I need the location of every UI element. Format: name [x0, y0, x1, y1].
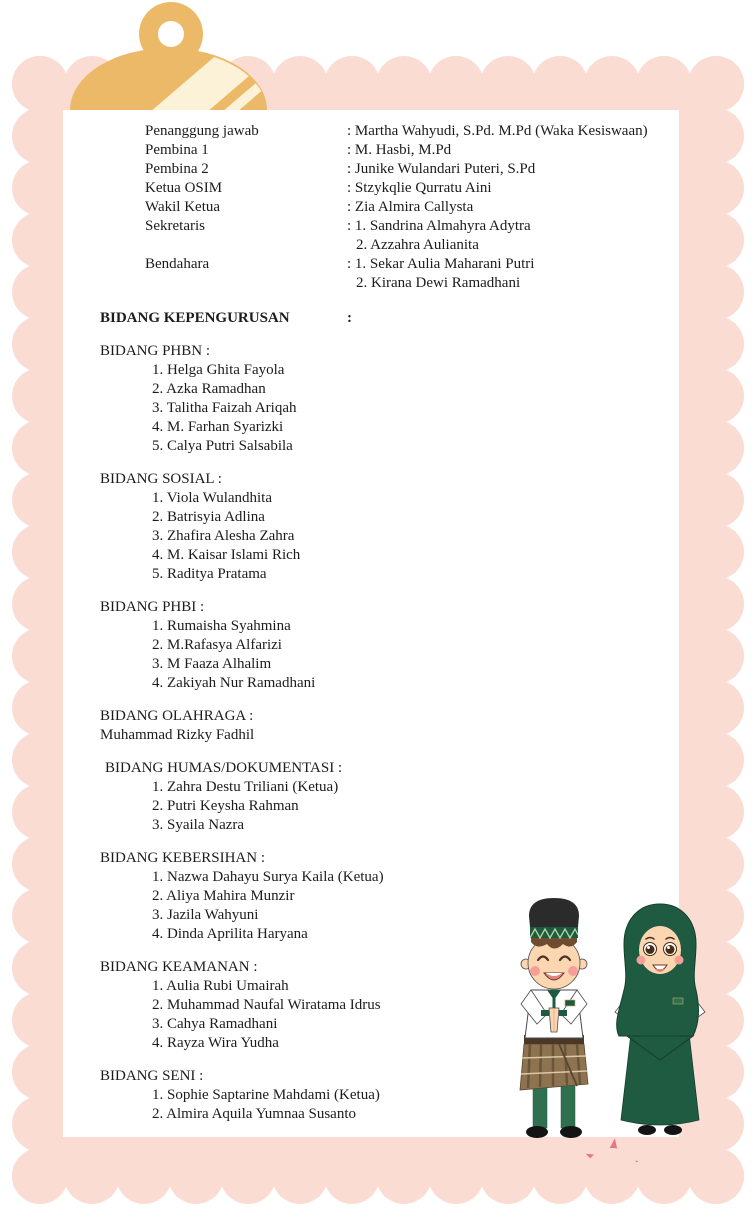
member-item: 1. Viola Wulandhita [152, 490, 273, 506]
official-label [145, 274, 347, 293]
official-label: Pembina 2 [145, 161, 209, 177]
official-label: Pembina 1 [145, 142, 209, 158]
section-title: BIDANG PHBI : [100, 599, 205, 615]
member-item: 1. Helga Ghita Fayola [152, 362, 285, 378]
member-item: 2. M.Rafasya Alfarizi [152, 637, 282, 653]
member-item: 1. Nazwa Dahayu Surya Kaila (Ketua) [152, 869, 384, 885]
member-item: 3. Talitha Faizah Ariqah [152, 400, 297, 416]
official-row [145, 122, 679, 141]
member-item: 4. M. Kaisar Islami Rich [152, 547, 301, 563]
section-title: BIDANG OLAHRAGA : [100, 708, 254, 724]
member-item: 2. Almira Aquila Yumnaa Susanto [152, 1106, 357, 1122]
member-item: 2. Batrisyia Adlina [152, 509, 265, 525]
muslim-girl-illustration [615, 904, 705, 1135]
member-item: 4. Zakiyah Nur Ramadhani [152, 675, 316, 691]
section-heading [100, 309, 679, 328]
member-item: 5. Raditya Pratama [152, 566, 267, 582]
official-label: Ketua OSIM [145, 180, 223, 196]
member-item: 1. Sophie Saptarine Mahdami (Ketua) [152, 1087, 380, 1103]
member-item: 3. Cahya Ramadhani [152, 1016, 278, 1032]
member-list [152, 617, 679, 693]
official-label [145, 236, 347, 255]
section-title: BIDANG SENI : [100, 1068, 204, 1084]
member-item: 4. Dinda Aprilita Haryana [152, 926, 308, 942]
official-value: : M. Hasbi, M.Pd [347, 142, 452, 158]
official-row [145, 141, 679, 160]
member-item: 3. Jazila Wahyuni [152, 907, 259, 923]
section-title: BIDANG PHBN : [100, 343, 211, 359]
member-item: 1. Rumaisha Syahmina [152, 618, 291, 634]
official-value: : 1. Sandrina Almahyra Adytra [347, 218, 531, 234]
member-item: 5. Calya Putri Salsabila [152, 438, 293, 454]
section-title: BIDANG SOSIAL : [100, 471, 222, 487]
section-sosial [100, 470, 679, 584]
official-value: : Zia Almira Callysta [347, 199, 474, 215]
section-title: BIDANG HUMAS/DOKUMENTASI : [105, 760, 343, 776]
official-label: Bendahara [145, 256, 210, 272]
official-value: : Stzykqlie Qurratu Aini [347, 180, 492, 196]
official-label: Penanggung jawab [145, 123, 259, 139]
official-value: : Martha Wahyudi, S.Pd. M.Pd (Waka Kesiswaan) [347, 123, 648, 139]
price-tag-icon [60, 0, 280, 112]
official-value: : Junike Wulandari Puteri, S.Pd [347, 161, 536, 177]
official-value: : 1. Sekar Aulia Maharani Putri [347, 256, 535, 272]
section-heading-title: BIDANG KEPENGURUSAN [100, 310, 290, 326]
official-value: 2. Azzahra Aulianita [356, 237, 479, 253]
section-heading-colon: : [347, 310, 352, 326]
section-olahraga [100, 707, 679, 745]
official-row [145, 198, 679, 217]
member-item: 2. Aliya Mahira Munzir [152, 888, 295, 904]
muslim-boy-illustration [520, 898, 588, 1138]
official-label: Sekretaris [145, 218, 205, 234]
official-row [145, 274, 679, 293]
member-item: 2. Muhammad Naufal Wiratama Idrus [152, 997, 381, 1013]
member-item: 1. Zahra Destu Triliani (Ketua) [152, 779, 339, 795]
member-list [152, 361, 679, 456]
member-item: 4. Rayza Wira Yudha [152, 1035, 279, 1051]
member-item: 4. M. Farhan Syarizki [152, 419, 284, 435]
section-title: BIDANG KEBERSIHAN : [100, 850, 265, 866]
official-row [145, 179, 679, 198]
official-row [145, 236, 679, 255]
member-list [152, 778, 679, 835]
official-value: 2. Kirana Dewi Ramadhani [356, 275, 521, 291]
member-item: 2. Azka Ramadhan [152, 381, 266, 397]
member-item: 2. Putri Keysha Rahman [152, 798, 299, 814]
member-item: 3. Syaila Nazra [152, 817, 245, 833]
official-row [145, 255, 679, 274]
muslim-couple-illustration [497, 886, 713, 1140]
official-label: Wakil Ketua [145, 199, 221, 215]
section-humas [100, 759, 679, 835]
officials-list [145, 122, 679, 293]
section-phbi [100, 598, 679, 693]
member-item: Muhammad Rizky Fadhil [100, 727, 255, 743]
member-item: 1. Aulia Rubi Umairah [152, 978, 289, 994]
section-phbn [100, 342, 679, 456]
official-row [145, 160, 679, 179]
section-title: BIDANG KEAMANAN : [100, 959, 258, 975]
member-item: 3. Zhafira Alesha Zahra [152, 528, 295, 544]
member-item: 3. M Faaza Alhalim [152, 656, 272, 672]
official-row [145, 217, 679, 236]
member-list [152, 489, 679, 584]
